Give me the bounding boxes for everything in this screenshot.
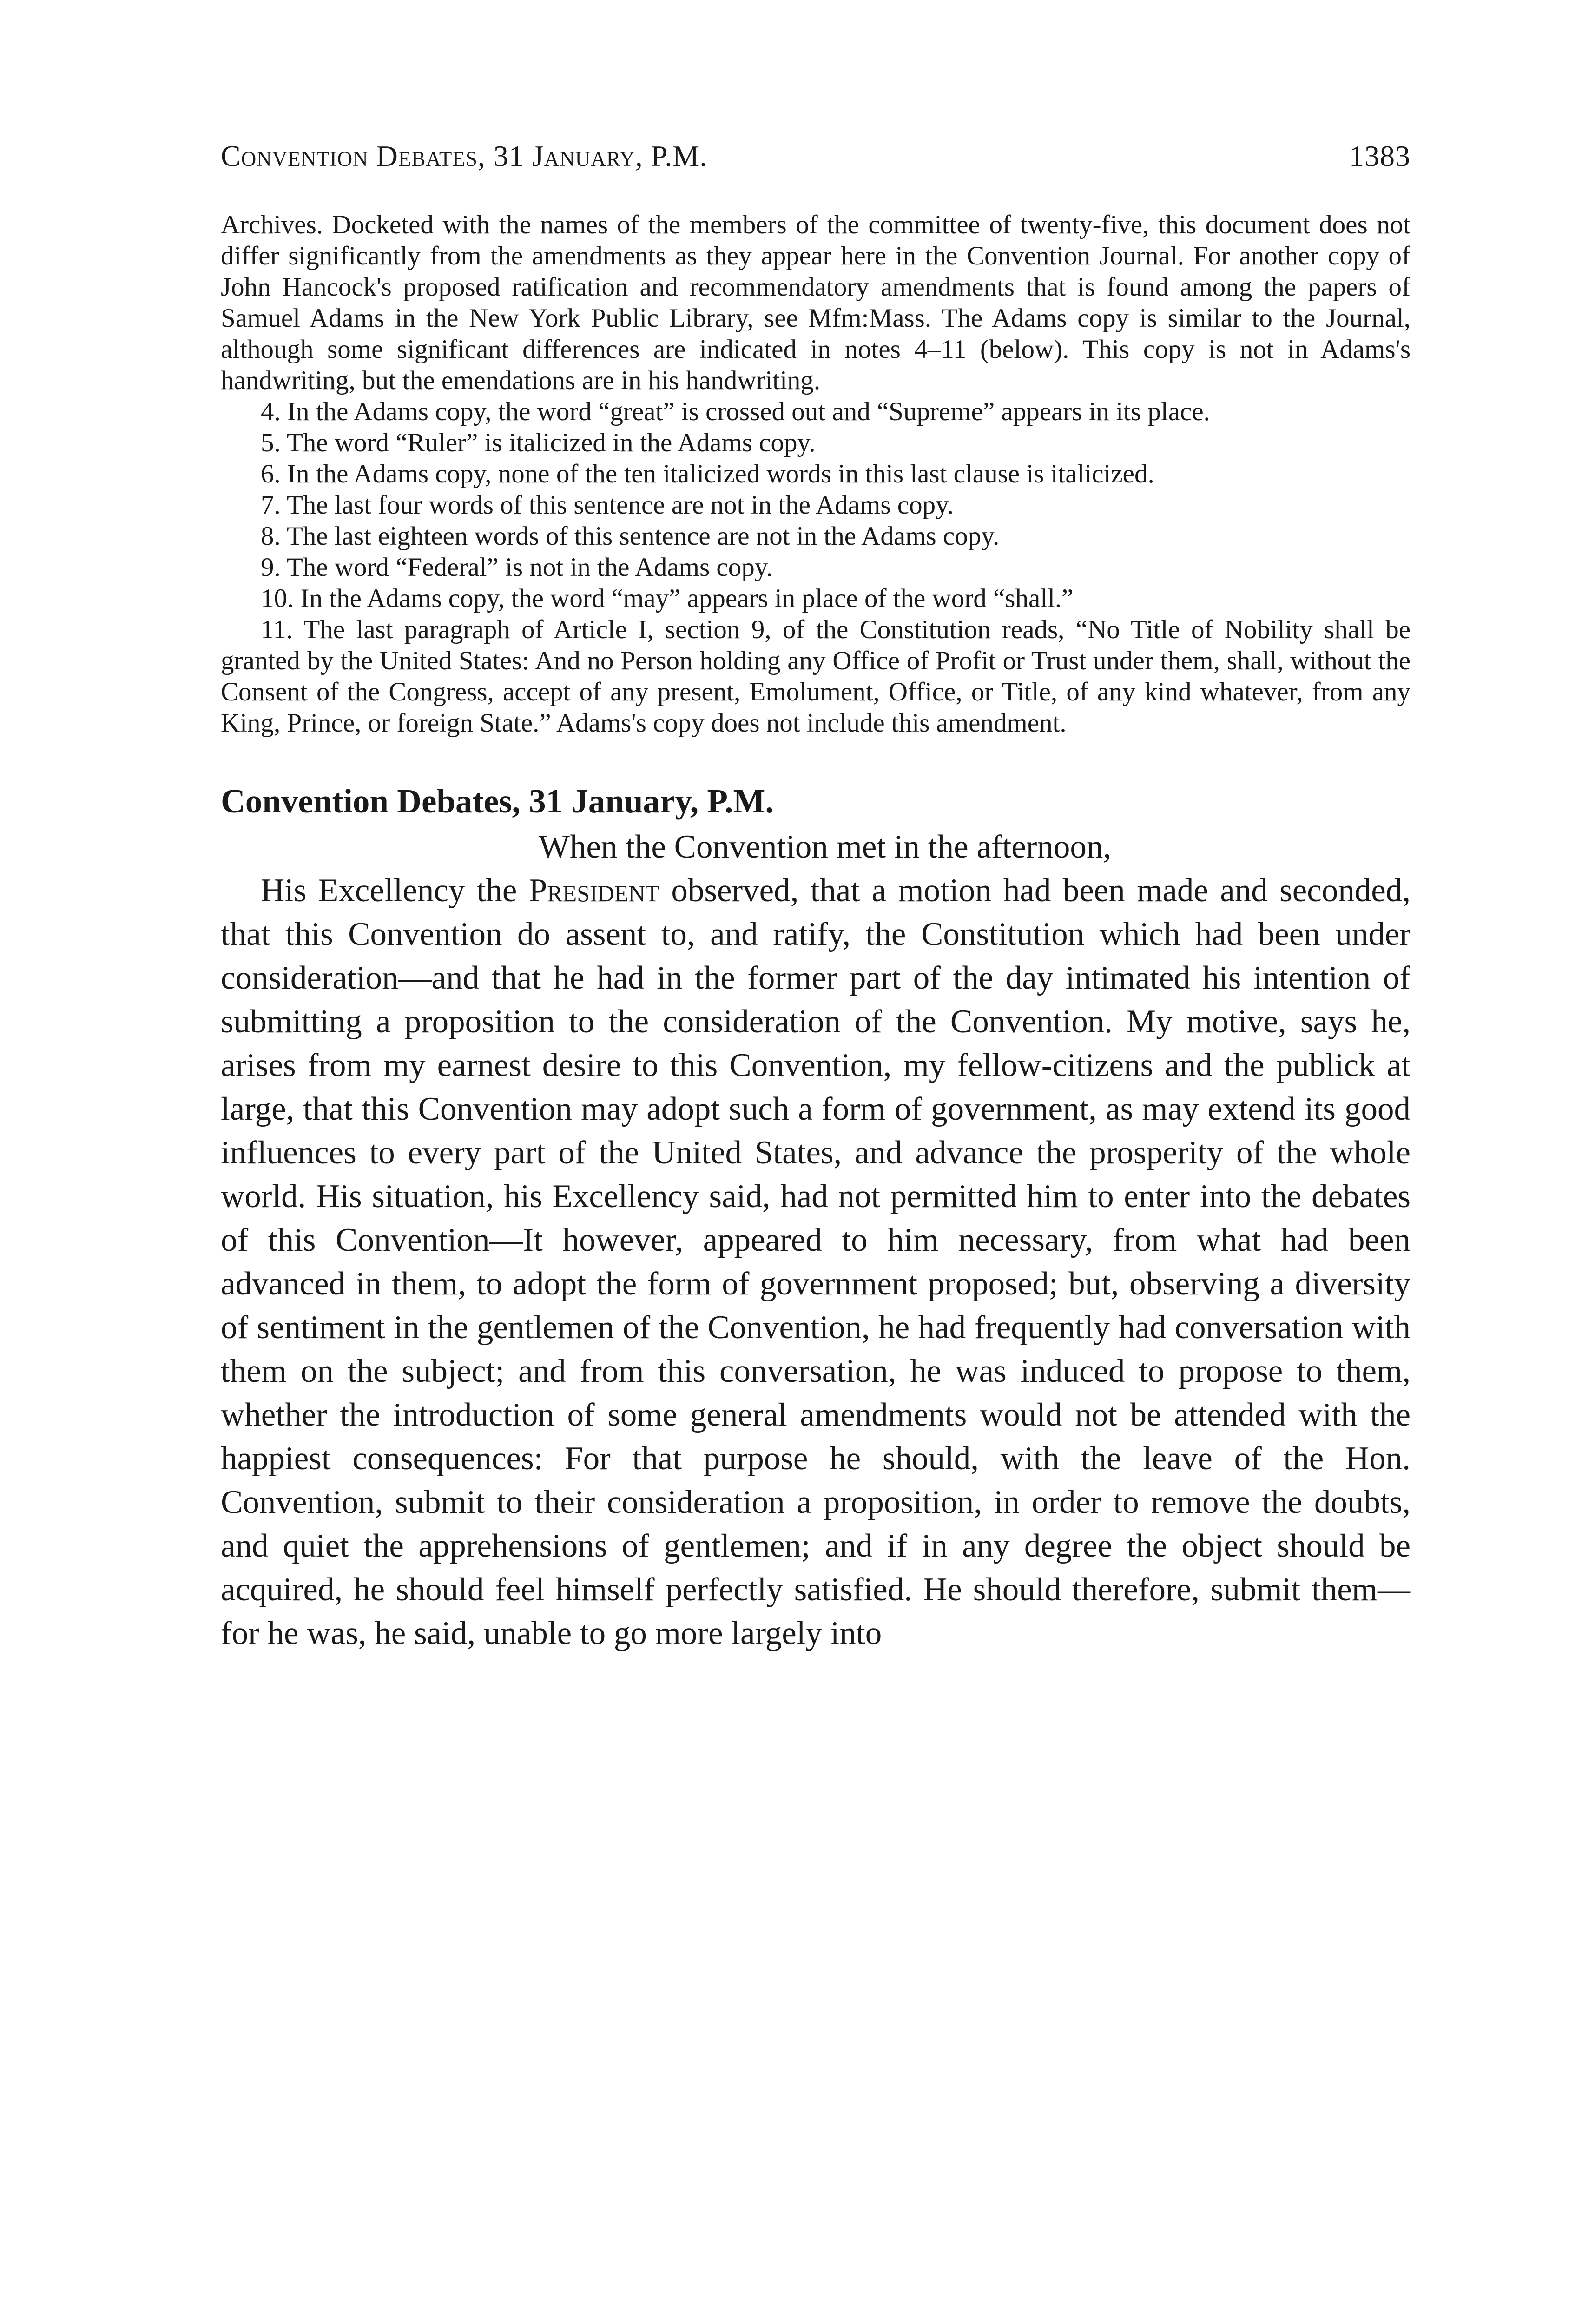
president-paragraph <box>221 869 1410 1655</box>
note-5: 5. The word “Ruler” is italicized in the Adams copy. <box>261 428 816 457</box>
footnotes <box>221 209 1410 739</box>
para-start: His Excellency the <box>261 872 517 909</box>
note-6: 6. In the Adams copy, none of the ten italicized words in this last clause is italicized. <box>261 459 1154 489</box>
page-content <box>221 138 1410 1655</box>
page-number: 1383 <box>1349 139 1410 172</box>
lead-line: When the Convention met in the afternoon, <box>538 829 1112 865</box>
note-11: 11. The last paragraph of Article I, section 9, of the Constitution reads, “No Title of Nobility shall be granted by the United States: And no Person holding any Office of Profit or Trust under them, shall, without the Consent of the Congress, accept of any present, Emolument, Office, or Title, of any kind whatever, from any King, Prince, or foreign State.” Adams's copy does not include this amendment. <box>221 615 1410 738</box>
note-7: 7. The last four words of this sentence are not in the Adams copy. <box>261 490 954 520</box>
note-8: 8. The last eighteen words of this sentence are not in the Adams copy. <box>261 522 1000 551</box>
body-text <box>221 825 1410 1655</box>
note-10: 10. In the Adams copy, the word “may” appears in place of the word “shall.” <box>261 584 1074 613</box>
note-continuation: Archives. Docketed with the names of the members of the committee of twenty-five, this document does not differ significantly from the amendments as they appear here in the Convention Journal. For another copy of John Hancock's proposed ratification and recommendatory amendments that is found among the papers of Samuel Adams in the New York Public Library, see Mfm:Mass. The Adams copy is similar to the Journal, although some significant differences are indicated in notes 4–11 (below). This copy is not in Adams's handwriting, but the emendations are in his handwriting. <box>221 210 1410 395</box>
note-9: 9. The word “Federal” is not in the Adams copy. <box>261 553 773 582</box>
section-heading: Convention Debates, 31 January, P.M. <box>221 782 774 820</box>
para-rest: observed, that a motion had been made and seconded, that this Convention do assent to, and ratify, the Constitution which had been under consideration—and that he had in the former part of the day intimated his intention of submitting a proposition to the consideration of the Convention. My motive, says he, arises from my earnest desire to this Convention, my fellow-citizens and the publick at large, that this Convention may adopt such a form of government, as may extend its good influences to every part of the United States, and advance the prosperity of the whole world. His situation, his Excellency said, had not permitted him to enter into the debates of this Convention—It however, appeared to him necessary, from what had been advanced in them, to adopt the form of government proposed; but, observing a diversity of sentiment in the gentlemen of the Convention, he had frequently had conversation with them on the subject; and from this conversation, he was induced to propose to them, whether the introduction of some general amendments would not be attended with the happiest consequences: For that purpose he should, with the leave of the Hon. Convention, submit to their consideration a proposition, in order to remove the doubts, and quiet the apprehensions of gentlemen; and if in any degree the object should be acquired, he should feel himself perfectly satisfied. He should therefore, submit them—for he was, he said, unable to go more largely into <box>221 872 1411 1651</box>
president-name: President <box>528 872 659 909</box>
note-4: 4. In the Adams copy, the word “great” is crossed out and “Supreme” appears in its place. <box>261 397 1210 426</box>
running-head <box>221 138 1410 175</box>
running-head-title: Convention Debates, 31 January, P.M. <box>221 139 708 172</box>
